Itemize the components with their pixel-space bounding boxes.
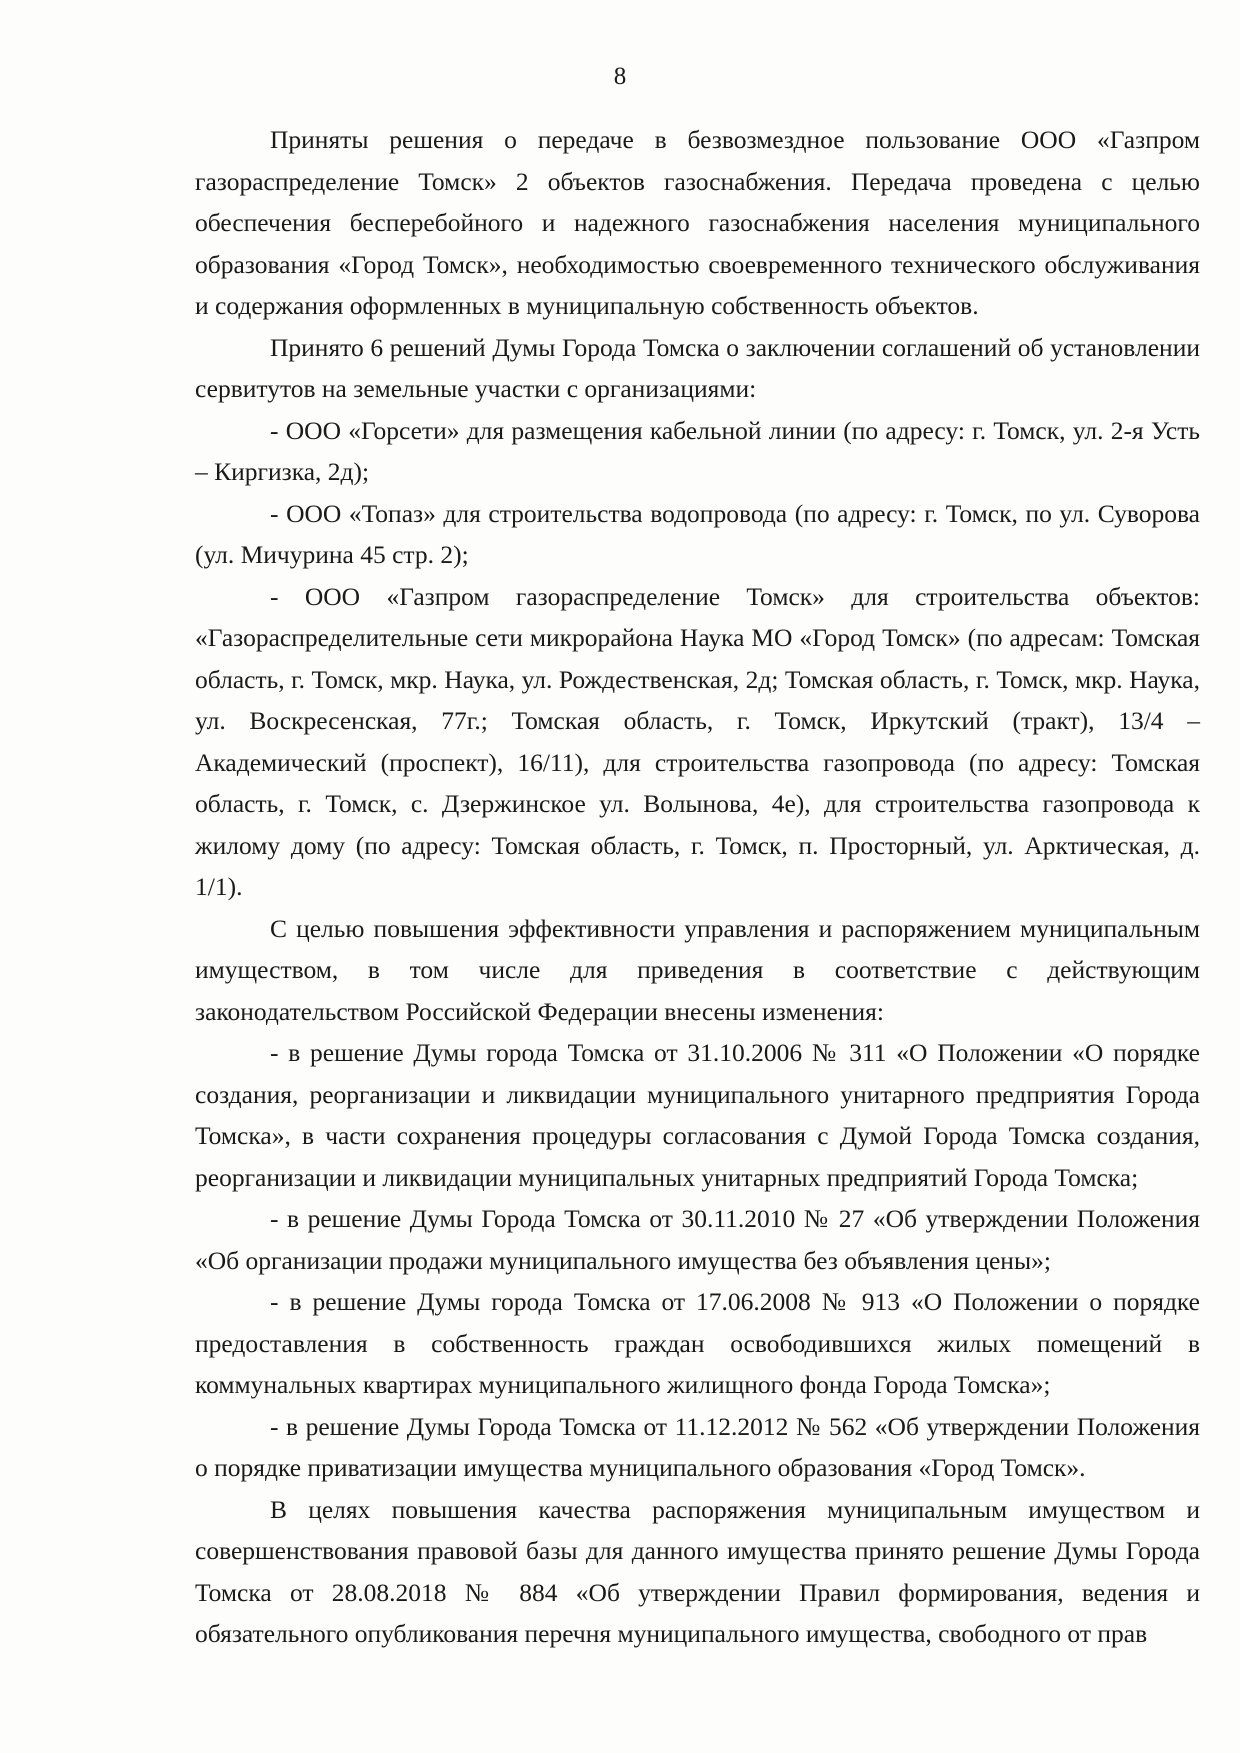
list-item-topaz: - ООО «Топаз» для строительства водопровода (по адресу: г. Томск, по ул. Суворова (ул. Мичурина 45 стр. 2); <box>195 498 1200 569</box>
list-item-decision-27: - в решение Думы Города Томска от 30.11.2010 № 27 «Об утверждении Положения «Об организации продажи муниципального имущества без объявления цены»; <box>195 1204 1200 1275</box>
page-number: 8 <box>613 63 627 90</box>
paragraph-servitude-decisions: Принято 6 решений Думы Города Томска о заключении соглашений об установлении сервитутов на земельные участки с организациями: <box>195 332 1200 403</box>
paragraph-gazprom-transfer: Приняты решения о передаче в безвозмездное пользование ООО «Газпром газораспределение Томск» 2 объектов газоснабжения. Передача проведена с целью обеспечения бесперебойного и надежного газоснабжения населения муниципального образования «Город Томск», необходимостью своевременного технического обслуживания и содержания оформленных в муниципальную собственность объектов. <box>195 125 1200 320</box>
list-item-gazprom: - ООО «Газпром газораспределение Томск» для строительства объектов: «Газораспределительные сети микрорайона Наука МО «Город Томск» (по адресам: Томская область, г. Томск, мкр. Наука, ул. Рождественская, 2д; Томская область, г. Томск, мкр. Наука, ул. Воскресенская, 77г.; Томская область, г. Томск, Иркутский (тракт), 13/4 – Академический (проспект), 16/11), для строительства газопровода (по адресу: Томская область, г. Томск, с. Дзержинское ул. Волынова, 4е), для строительства газопровода к жилому дому (по адресу: Томская область, г. Томск, п. Просторный, ул. Арктическая, д. 1/1). <box>195 581 1200 901</box>
paragraph-decision-884: В целях повышения качества распоряжения муниципальным имуществом и совершенствования правовой базы для данного имущества принято решение Думы Города Томска от 28.08.2018 № 884 «Об утверждении Правил формирования, ведения и обязательного опубликования перечня муниципального имущества, свободного от прав <box>195 1494 1200 1648</box>
paragraph-amendments-intro: С целью повышения эффективности управления и распоряжением муниципальным имуществом, в том числе для приведения в соответствие с действующим законодательством Российской Федерации внесены изменения: <box>195 913 1200 1026</box>
list-item-decision-311: - в решение Думы города Томска от 31.10.2006 № 311 «О Положении «О порядке создания, реорганизации и ликвидации муниципального унитарного предприятия Города Томска», в части сохранения процедуры согласования с Думой Города Томска создания, реорганизации и ликвидации муниципальных унитарных предприятий Города Томска; <box>195 1038 1200 1192</box>
list-item-gorseti: - ООО «Горсети» для размещения кабельной линии (по адресу: г. Томск, ул. 2-я Усть – Киргизка, 2д); <box>195 415 1200 486</box>
list-item-decision-913: - в решение Думы города Томска от 17.06.2008 № 913 «О Положении о порядке предоставления в собственность граждан освободившихся жилых помещений в коммунальных квартирах муниципального жилищного фонда Города Томска»; <box>195 1287 1200 1399</box>
list-item-decision-562: - в решение Думы Города Томска от 11.12.2012 № 562 «Об утверждении Положения о порядке приватизации имущества муниципального образования «Город Томск». <box>195 1411 1200 1482</box>
document-body <box>195 119 1200 1655</box>
